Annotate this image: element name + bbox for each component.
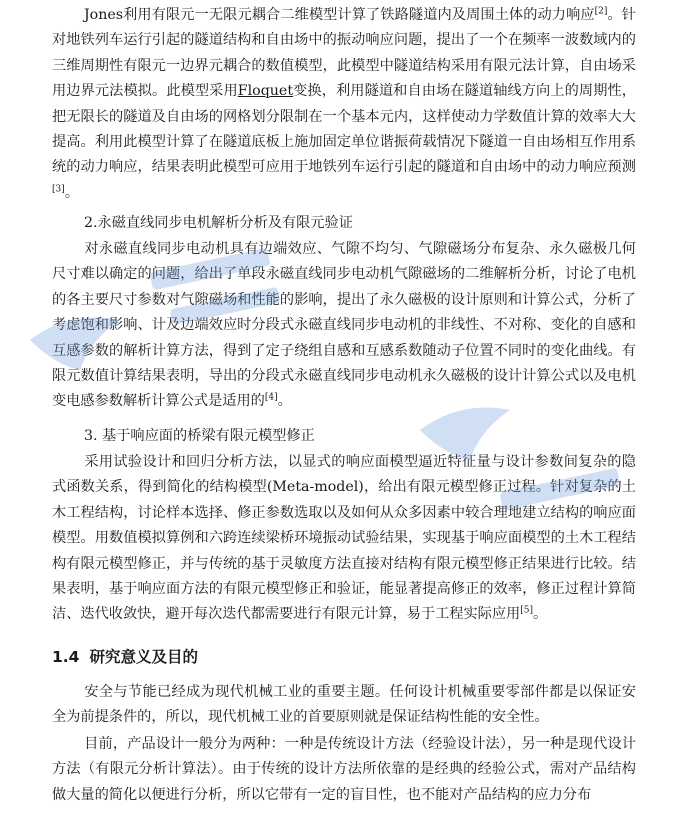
- citation-3: [3]: [52, 184, 65, 195]
- subheading-3: 3. 基于响应面的桥梁有限元模型修正: [84, 428, 315, 444]
- paragraph-safety: 安全与节能已经成为现代机械工业的重要主题。任何设计机械重要零部件都是以保证安全为前提条件的，所以，现代机械工业的首要原则就是保证结构性能的安全性。: [52, 684, 636, 726]
- section-title: 研究意义及目的: [89, 648, 198, 666]
- floquet-term: Floquet: [237, 83, 294, 100]
- citation-5: [5]: [520, 605, 533, 616]
- citation-2: [2]: [594, 6, 608, 17]
- section-number: 1.4: [52, 648, 80, 666]
- subheading-2: 2.永磁直线同步电机解析分析及有限元验证: [84, 215, 353, 231]
- section-heading: [52, 645, 198, 670]
- paragraph-jones-tunnel: Jones利用有限元一无限元耦合二维模型计算了铁路隧道内及周围土体的动力响应[2]。针对地铁列车运行引起的隧道结构和自由场中的振动响应问题，提出了一个在频率一波数域内的三维周期性有限元一边界元耦合的数值模型，此模型中隧道结构采用有限元法计算，自由场采用边界元法模拟。此模型采用Floquet变换，利用隧道和自由场在隧道轴线方向上的周期性，把无限长的隧道及自由场的网格划分限制在一个基本元内，这样使动力学数值计算的效率大大提高。利用此模型计算了在隧道底板上施加固定单位谐振荷载情况下隧道一自由场相互作用系统的动力响应，结果表明此模型可应用于地铁列车运行引起的隧道和自由场中的动力响应预测[3]。: [52, 6, 636, 201]
- paragraph-design-methods: 目前，产品设计一般分为两种：一种是传统设计方法（经验设计法），另一种是现代设计方法（有限元分析计算法）。由于传统的设计方法所依靠的是经典的经验公式，需对产品结构做大量的简化以便进行分析，所以它带有一定的盲目性，也不能对产品结构的应力分布: [52, 736, 636, 803]
- paragraph-linear-motor: 对永磁直线同步电动机具有边端效应、气隙不均匀、气隙磁场分布复杂、永久磁极几何尺寸难以确定的问题，给出了单段永磁直线同步电动机气隙磁场的二维解析分析，讨论了电机的各主要尺寸参数对气隙磁场和性能的影响，提出了永久磁极的设计原则和计算公式，分析了考虑饱和影响、计及边端效应时分段式永磁直线同步电动机的非线性、不对称、变化的自感和互感参数的解析计算方法，得到了定子绕组自感和互感系数随动子位置不同时的变化曲线。有限元数值计算结果表明，导出的分段式永磁直线同步电动机永久磁极的设计计算公式以及电机变电感参数解析计算公式是适用的[4]。: [52, 241, 636, 410]
- citation-4: [4]: [264, 392, 278, 403]
- paragraph-response-surface: 采用试验设计和回归分析方法，以显式的响应面模型逼近特征量与设计参数间复杂的隐式函数关系，得到简化的结构模型(Meta-model)，给出有限元模型修正过程。针对复杂的土木工程结构，讨论样本选择、修正参数选取以及如何从众多因素中较合理地建立结构的响应面模型。用数值模拟算例和六跨连续梁桥环境振动试验结果，实现基于响应面模型的土木工程结构有限元模型修正，并与传统的基于灵敏度方法直接对结构有限元模型修正结果进行比较。结果表明，基于响应面方法的有限元模型修正和验证，能显著提高修正的效率，修正过程计算简洁、迭代收敛快，避开每次迭代都需要进行有限元计算，易于工程实际应用[5]。: [52, 454, 636, 623]
